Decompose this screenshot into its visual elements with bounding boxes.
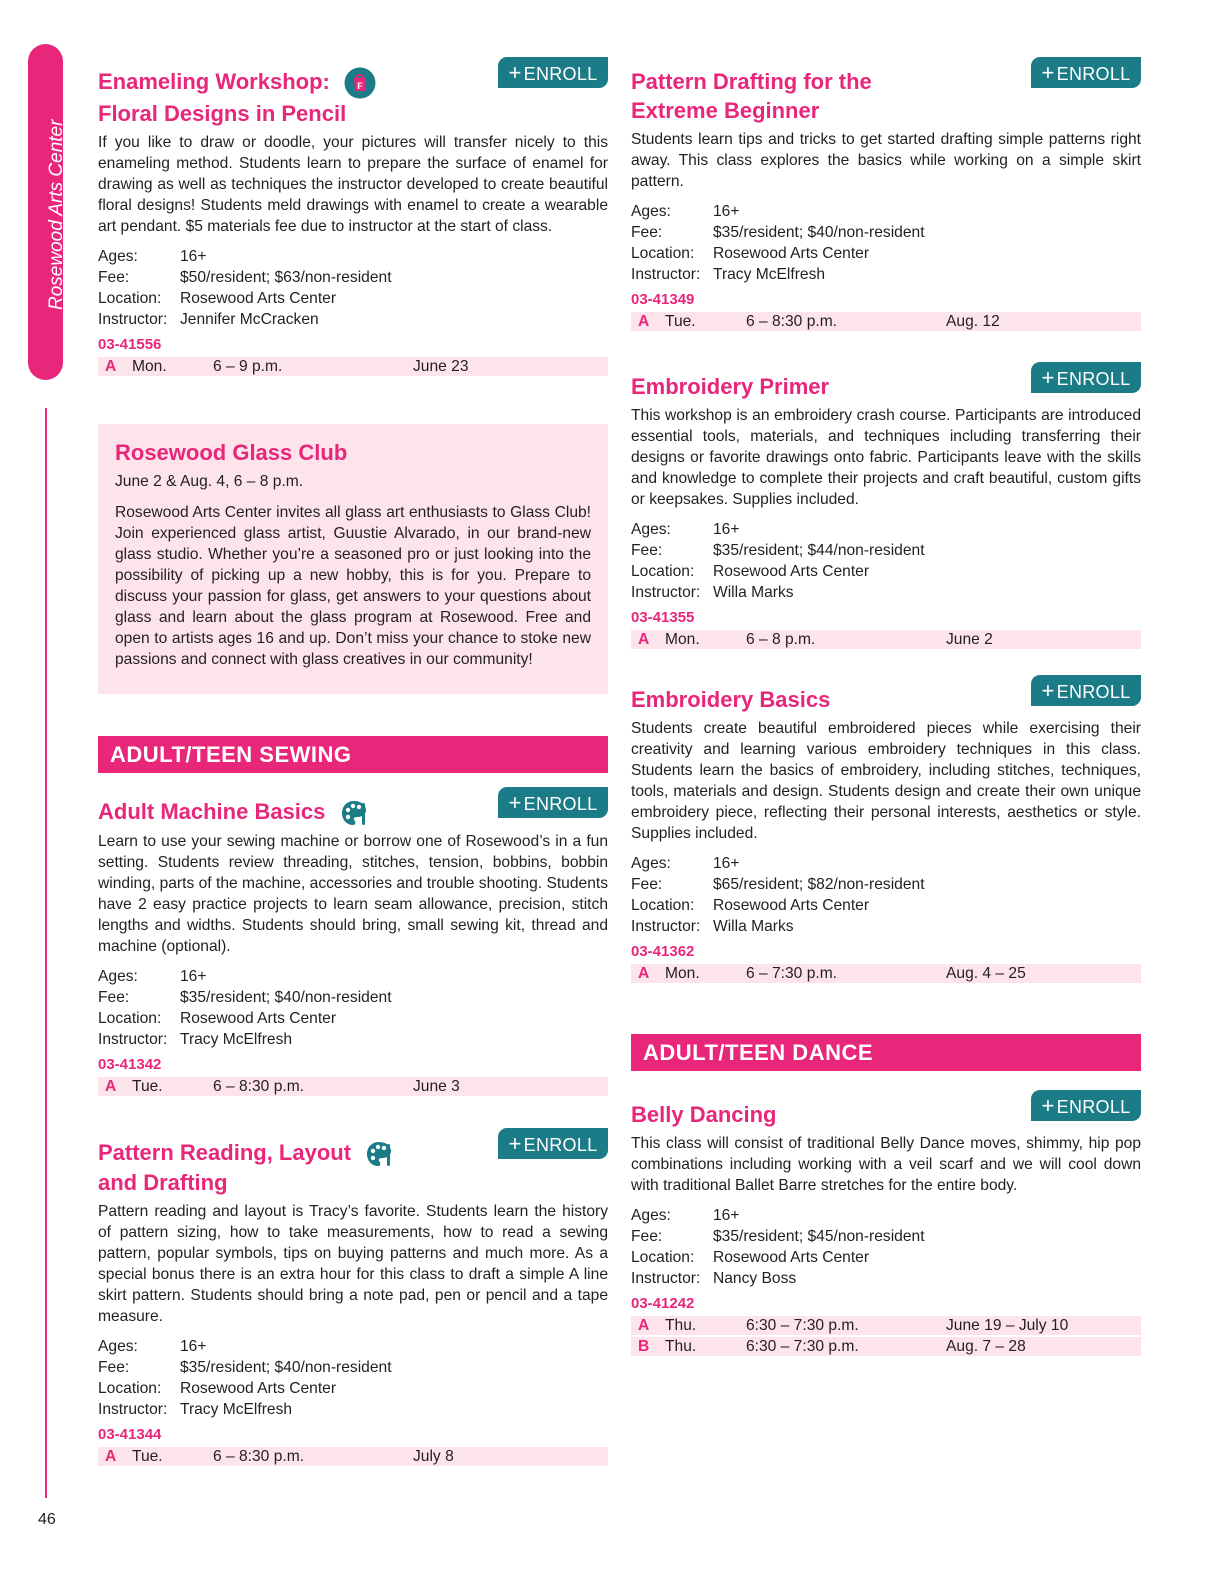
course-code: 03-41342: [98, 1056, 162, 1074]
fee-label: Fee:: [631, 542, 663, 559]
art-palette-icon: [340, 799, 368, 827]
session-day: Thu.: [665, 1317, 697, 1334]
enroll-button[interactable]: + ENROLL: [1031, 362, 1141, 393]
course-title: Belly Dancing: [631, 1102, 777, 1127]
course-title: Pattern Drafting for the Extreme Beginner: [631, 69, 872, 123]
session-letter: A: [638, 1317, 650, 1334]
ages-value: 16+: [713, 203, 740, 220]
club-title: Rosewood Glass Club: [115, 440, 348, 465]
ages-label: Ages:: [631, 521, 671, 538]
session-day: Tue.: [132, 1448, 163, 1466]
instructor-value: Tracy McElfresh: [180, 1401, 293, 1419]
session-time: 6 – 8 p.m.: [746, 631, 816, 648]
session-row: [631, 630, 1141, 649]
session-day: Mon.: [665, 965, 700, 982]
course-code: 03-41242: [631, 1295, 695, 1312]
session-day: Tue.: [665, 313, 696, 330]
session-letter: B: [638, 1338, 650, 1355]
ages-value: 16+: [713, 855, 740, 872]
svg-text:F: F: [357, 81, 363, 92]
location-value: Rosewood Arts Center: [180, 290, 337, 308]
session-row: [98, 357, 608, 376]
fee-label: Fee:: [631, 224, 663, 241]
session-day: Thu.: [665, 1338, 697, 1355]
instructor-label: Instructor:: [631, 584, 701, 601]
course-title: Adult Machine Basics: [98, 797, 608, 827]
instructor-value: Jennifer McCracken: [180, 311, 319, 329]
session-date: June 23: [413, 358, 469, 376]
location-label: Location:: [98, 1010, 162, 1028]
location-label: Location:: [631, 1249, 695, 1266]
session-letter: A: [638, 313, 650, 330]
enroll-button[interactable]: + ENROLL: [498, 1128, 608, 1159]
glass-club-box: [98, 424, 608, 694]
course-info: [631, 1205, 1141, 1289]
instructor-label: Instructor:: [631, 266, 701, 283]
location-value: Rosewood Arts Center: [713, 897, 870, 914]
location-value: Rosewood Arts Center: [180, 1380, 337, 1398]
session-time: 6 – 8:30 p.m.: [746, 313, 838, 330]
side-divider-line: [45, 408, 47, 1498]
enroll-button[interactable]: + ENROLL: [1031, 1090, 1141, 1121]
location-value: Rosewood Arts Center: [713, 1249, 870, 1266]
course-info: [98, 1336, 608, 1420]
session-time: 6:30 – 7:30 p.m.: [746, 1338, 859, 1355]
course-title: Pattern Reading, Layout and Drafting: [98, 1138, 608, 1197]
fee-value: $35/resident; $44/non-resident: [713, 542, 925, 559]
course-enameling-workshop: [98, 60, 608, 376]
instructor-label: Instructor:: [631, 1270, 701, 1287]
fee-value: $35/resident; $40/non-resident: [180, 1359, 392, 1377]
ages-label: Ages:: [98, 248, 138, 266]
fee-value: $65/resident; $82/non-resident: [713, 876, 925, 893]
course-info: [631, 519, 1141, 603]
fee-label: Fee:: [98, 269, 130, 287]
location-label: Location:: [631, 245, 695, 262]
course-pattern-reading: [98, 1131, 608, 1466]
course-title: Embroidery Primer: [631, 374, 830, 399]
fee-value: $35/resident; $40/non-resident: [713, 224, 925, 241]
session-row: [631, 964, 1141, 983]
course-info: [631, 201, 1141, 285]
session-row: [98, 1447, 608, 1466]
course-description: If you like to draw or doodle, your pictures will transfer nicely to this enameling method. Students learn to prepare the surface of enamel for drawing as well as techniques the instructor developed to create beautiful floral designs! Students meld drawings with enamel to create a wearable art pendant. $5 materials fee due to instructor at the start of class.: [98, 134, 608, 236]
course-code: 03-41556: [98, 336, 162, 354]
location-label: Location:: [98, 1380, 162, 1398]
session-letter: A: [638, 965, 650, 982]
course-embroidery-primer: [631, 365, 1141, 649]
instructor-value: Tracy McElfresh: [713, 266, 826, 283]
course-code: 03-41355: [631, 609, 695, 626]
course-description: This class will consist of traditional Belly Dance moves, shimmy, hip pop combinations including working with a veil scarf and we will cool down with traditional Ballet Barre stretches for the entire body.: [631, 1135, 1141, 1194]
section-header-dance: ADULT/TEEN DANCE: [631, 1034, 1141, 1071]
fee-label: Fee:: [631, 876, 663, 893]
session-date: June 3: [413, 1078, 460, 1096]
session-day: Mon.: [665, 631, 700, 648]
session-date: Aug. 12: [946, 313, 1000, 330]
instructor-label: Instructor:: [98, 311, 168, 329]
session-day: Tue.: [132, 1078, 163, 1096]
ages-value: 16+: [180, 248, 207, 266]
fee-value: $35/resident; $40/non-resident: [180, 989, 392, 1007]
fee-value: $50/resident; $63/non-resident: [180, 269, 392, 287]
ages-value: 16+: [713, 1207, 740, 1224]
session-row: [631, 1337, 1141, 1356]
ages-value: 16+: [180, 1338, 207, 1356]
art-palette-icon: [365, 1140, 393, 1168]
ages-label: Ages:: [98, 968, 138, 986]
location-label: Location:: [98, 290, 162, 308]
enroll-button[interactable]: + ENROLL: [498, 787, 608, 818]
fee-value: $35/resident; $45/non-resident: [713, 1228, 925, 1245]
location-value: Rosewood Arts Center: [713, 245, 870, 262]
session-time: 6 – 7:30 p.m.: [746, 965, 838, 982]
session-letter: A: [105, 1448, 117, 1466]
instructor-value: Willa Marks: [713, 584, 794, 601]
course-description: Students learn tips and tricks to get started drafting simple patterns right away. This class explores the basics while working on a simple skirt pattern.: [631, 131, 1141, 190]
enroll-button[interactable]: + ENROLL: [498, 57, 608, 88]
course-title: Enameling Workshop: F Floral Designs in Pencil: [98, 67, 608, 128]
session-date: July 8: [413, 1448, 454, 1466]
session-row: [631, 312, 1141, 331]
course-embroidery-basics: [631, 678, 1141, 983]
instructor-value: Tracy McElfresh: [180, 1031, 293, 1049]
location-value: Rosewood Arts Center: [713, 563, 870, 580]
fee-label: Fee:: [631, 1228, 663, 1245]
club-date: June 2 & Aug. 4, 6 – 8 p.m.: [115, 473, 304, 490]
course-info: [98, 966, 608, 1050]
location-value: Rosewood Arts Center: [180, 1010, 337, 1028]
course-title: Embroidery Basics: [631, 687, 831, 712]
ages-label: Ages:: [631, 203, 671, 220]
location-label: Location:: [631, 563, 695, 580]
session-time: 6 – 9 p.m.: [213, 358, 283, 376]
ages-label: Ages:: [631, 855, 671, 872]
course-code: 03-41349: [631, 291, 695, 308]
instructor-label: Instructor:: [98, 1401, 168, 1419]
session-date: June 2: [946, 631, 993, 648]
session-date: Aug. 7 – 28: [946, 1338, 1026, 1355]
page-number: 46: [38, 1511, 56, 1528]
course-belly-dancing: [631, 1093, 1141, 1356]
session-row: [631, 1316, 1141, 1335]
instructor-label: Instructor:: [98, 1031, 168, 1049]
fee-label: Fee:: [98, 989, 130, 1007]
course-info: [631, 853, 1141, 937]
side-tab-label: Rosewood Arts Center: [46, 119, 67, 310]
session-letter: A: [105, 358, 117, 376]
club-description: Rosewood Arts Center invites all glass art enthusiasts to Glass Club! Join experienced glass artist, Guustie Alvarado, in our brand-new glass studio. Whether you’re a seasoned pro or just looking into the possibility of picking up a new hobby, this is for you. Prepare to discuss your passion for glass, get answers to your questions about glass and learn about the glass program at Rosewood. Free and open to artists ages 16 and up. Don’t miss your chance to stoke new passions and connect with glass creatives in our community!: [115, 504, 591, 668]
ages-label: Ages:: [631, 1207, 671, 1224]
course-description: Students create beautiful embroidered pieces while exercising their creativity and learning various embroidery techniques in this class. Students learn the basics of embroidery, including stitches, techniques, tools, materials and design. Students design and create their own unique embroidery piece, reflecting their personal interests, aesthetics or style. Supplies included.: [631, 720, 1141, 842]
family-icon: [344, 67, 376, 99]
course-adult-machine-basics: [98, 790, 608, 1096]
fee-label: Fee:: [98, 1359, 130, 1377]
session-letter: A: [638, 631, 650, 648]
course-description: Pattern reading and layout is Tracy’s favorite. Students learn the history of pattern sizing, how to take measurements, how to read a sewing pattern, popular symbols, tips on buying patterns and much more. As a special bonus there is an extra hour for this class to draft a simple A line skirt pattern. Students should bring a note pad, pen or pencil and a tape measure.: [98, 1203, 608, 1326]
ages-label: Ages:: [98, 1338, 138, 1356]
session-row: [98, 1077, 608, 1096]
course-code: 03-41362: [631, 943, 695, 960]
ages-value: 16+: [180, 968, 207, 986]
instructor-value: Willa Marks: [713, 918, 794, 935]
session-day: Mon.: [132, 358, 167, 376]
session-time: 6:30 – 7:30 p.m.: [746, 1317, 859, 1334]
course-info: [98, 246, 608, 330]
session-time: 6 – 8:30 p.m.: [213, 1078, 305, 1096]
session-time: 6 – 8:30 p.m.: [213, 1448, 305, 1466]
enroll-button[interactable]: + ENROLL: [1031, 57, 1141, 88]
session-date: Aug. 4 – 25: [946, 965, 1026, 982]
session-letter: A: [105, 1078, 117, 1096]
course-code: 03-41344: [98, 1426, 162, 1444]
instructor-label: Instructor:: [631, 918, 701, 935]
instructor-value: Nancy Boss: [713, 1270, 797, 1287]
enroll-button[interactable]: + ENROLL: [1031, 675, 1141, 706]
location-label: Location:: [631, 897, 695, 914]
course-pattern-drafting: [631, 60, 1141, 331]
ages-value: 16+: [713, 521, 740, 538]
course-description: Learn to use your sewing machine or borrow one of Rosewood’s in a fun setting. Students review threading, stitches, tension, bobbins, bobbin winding, parts of the machine, accessories and trouble shooting. Students have 2 easy practice projects to learn seam allowance, precision, stitch lengths and widths. Students should bring, small sewing kit, thread and machine (optional).: [98, 833, 608, 956]
section-header-sewing: ADULT/TEEN SEWING: [98, 736, 608, 773]
session-date: June 19 – July 10: [946, 1317, 1069, 1334]
course-description: This workshop is an embroidery crash course. Participants are introduced essential tools, materials, and techniques including transferring their designs or favorite drawings onto fabric. Participants leave with the skills and knowledge to complete their projects and craft beautiful, custom gifts or keepsakes. Supplies included.: [631, 407, 1141, 508]
